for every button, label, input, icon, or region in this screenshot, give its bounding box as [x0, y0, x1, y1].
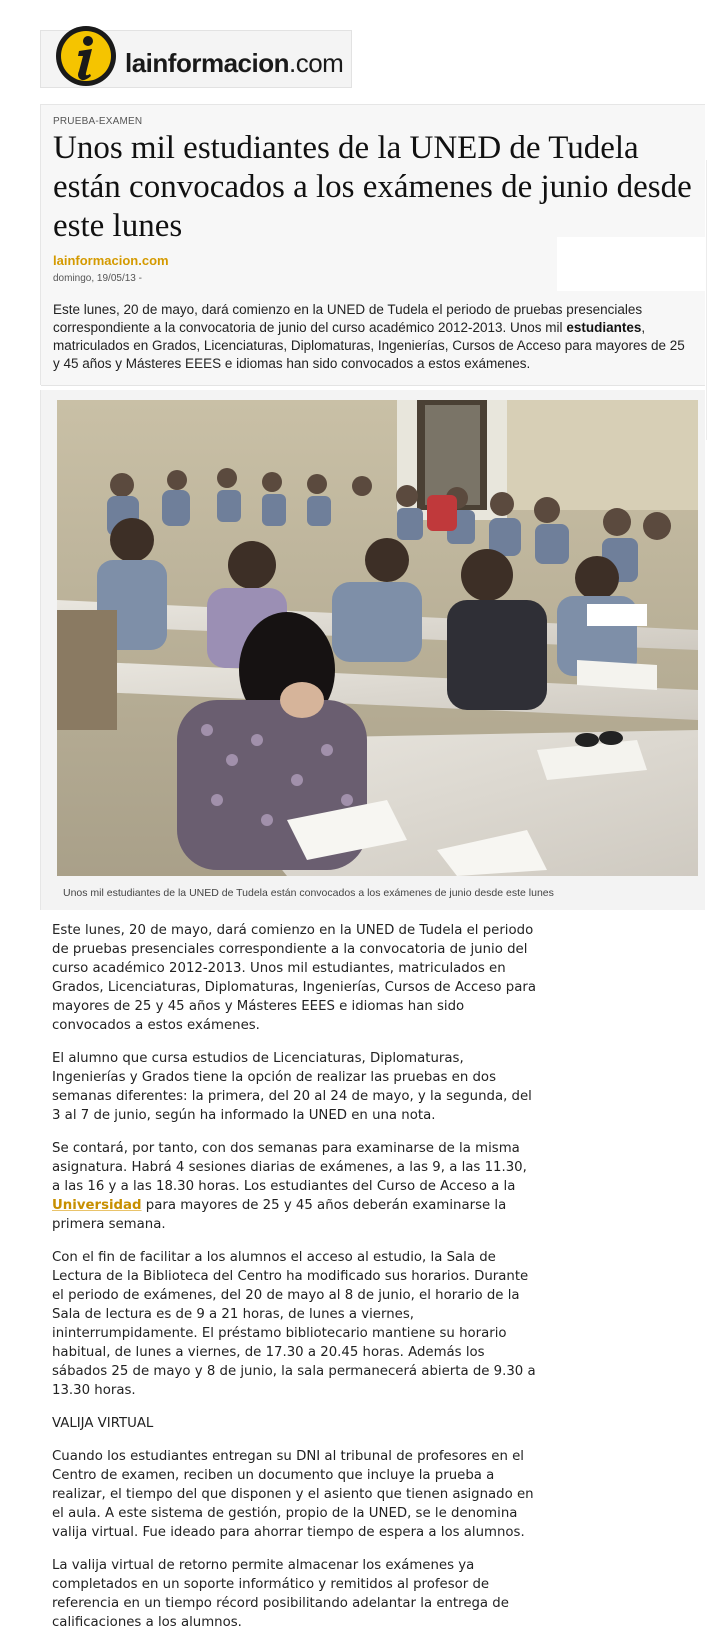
divider [41, 385, 705, 386]
exam-room-illustration [57, 400, 698, 876]
article-headline: Unos mil estudiantes de la UNED de Tudela están convocados a los exámenes de junio desde este lunes [53, 130, 692, 244]
lead-keyword-link[interactable]: estudiantes [566, 320, 642, 335]
section-subheading: VALIJA VIRTUAL [52, 1416, 154, 1431]
exam-room-photo [57, 400, 698, 876]
divider [706, 160, 707, 440]
photo-block [40, 390, 705, 910]
universidad-link[interactable]: Universidad [52, 1198, 142, 1213]
body-paragraph: La valija virtual de retorno permite almacenar los exámenes ya completados en un soporte informático y remitidos al profesor de referencia en un tiempo récord posibilitando adelantar la entrega de calificaciones a los alumnos. [52, 1558, 509, 1630]
body-paragraph: Cuando los estudiantes entregan su DNI al tribunal de profesores en el Centro de examen, reciben un documento que incluye la prueba a realizar, el tiempo del que disponen y el asiento que tienen asignado en el aula. A este sistema de gestión, propio de la UNED, se le denomina valija virtual. Fue ideado para ahorrar tiempo de espera a los alumnos. [52, 1449, 534, 1540]
article-date: domingo, 19/05/13 - [53, 273, 142, 284]
site-logo[interactable] [40, 30, 352, 88]
body-paragraph: Con el fin de facilitar a los alumnos el acceso al estudio, la Sala de Lectura de la Biblioteca del Centro ha modificado sus horarios. Durante el periodo de exámenes, del 20 de mayo al 8 de junio, el horario de la Sala de lectura es de 9 a 21 horas, de lunes a viernes, ininterrumpidamente. El préstamo bibliotecario mantiene su horario habitual, de lunes a viernes, de 17.30 a 20.45 horas. Además los sábados 25 de mayo y 8 de junio, la sala permanecerá abierta de 9.30 a 13.30 horas. [52, 1250, 536, 1398]
body-paragraph: Se contará, por tanto, con dos semanas para examinarse de la misma asignatura. Habrá 4 sesiones diarias de exámenes, a las 9, a las 11.30, a las 16 y a las 18.30 horas. Los estudiantes del Curso de Acceso a la Universidad para mayores de 25 y 45 años deberán examinarse la primera semana. [52, 1141, 527, 1232]
body-paragraph: El alumno que cursa estudios de Licenciaturas, Diplomaturas, Ingenierías y Grados tiene la opción de realizar las pruebas en dos semanas diferentes: la primera, del 20 al 24 de mayo, y la segunda, del 3 al 7 de junio, según ha informado la UNED en una nota. [52, 1051, 532, 1123]
article-body [52, 921, 537, 1646]
brand-name: lainformacion.com [125, 47, 344, 78]
info-i-icon [55, 25, 117, 87]
body-paragraph: Este lunes, 20 de mayo, dará comienzo en la UNED de Tudela el periodo de pruebas presenciales correspondiente a la convocatoria de junio del curso académico 2012-2013. Unos mil estudiantes, matriculados en Grados, Licenciaturas, Diplomaturas, Ingenierías, Cursos de Acceso para mayores de 25 y 45 años y Másteres EEES e idiomas han sido convocados a estos exámenes. [52, 923, 536, 1033]
article-header [40, 104, 705, 385]
ad-slot [557, 237, 705, 291]
section-kicker: PRUEBA-EXAMEN [53, 116, 143, 127]
article-lead: Este lunes, 20 de mayo, dará comienzo en la UNED de Tudela el periodo de pruebas presenciales correspondiente a la convocatoria de junio del curso académico 2012-2013. Unos mil estudiantes, matriculados en Grados, Licenciaturas, Diplomaturas, Ingenierías, Cursos de Acceso para mayores de 25 y 45 años y Másteres EEES e idiomas han sido convocados a estos exámenes. [53, 302, 685, 371]
article-source[interactable]: lainformacion.com [53, 253, 169, 268]
photo-caption: Unos mil estudiantes de la UNED de Tudela están convocados a los exámenes de junio desde este lunes [63, 887, 554, 899]
